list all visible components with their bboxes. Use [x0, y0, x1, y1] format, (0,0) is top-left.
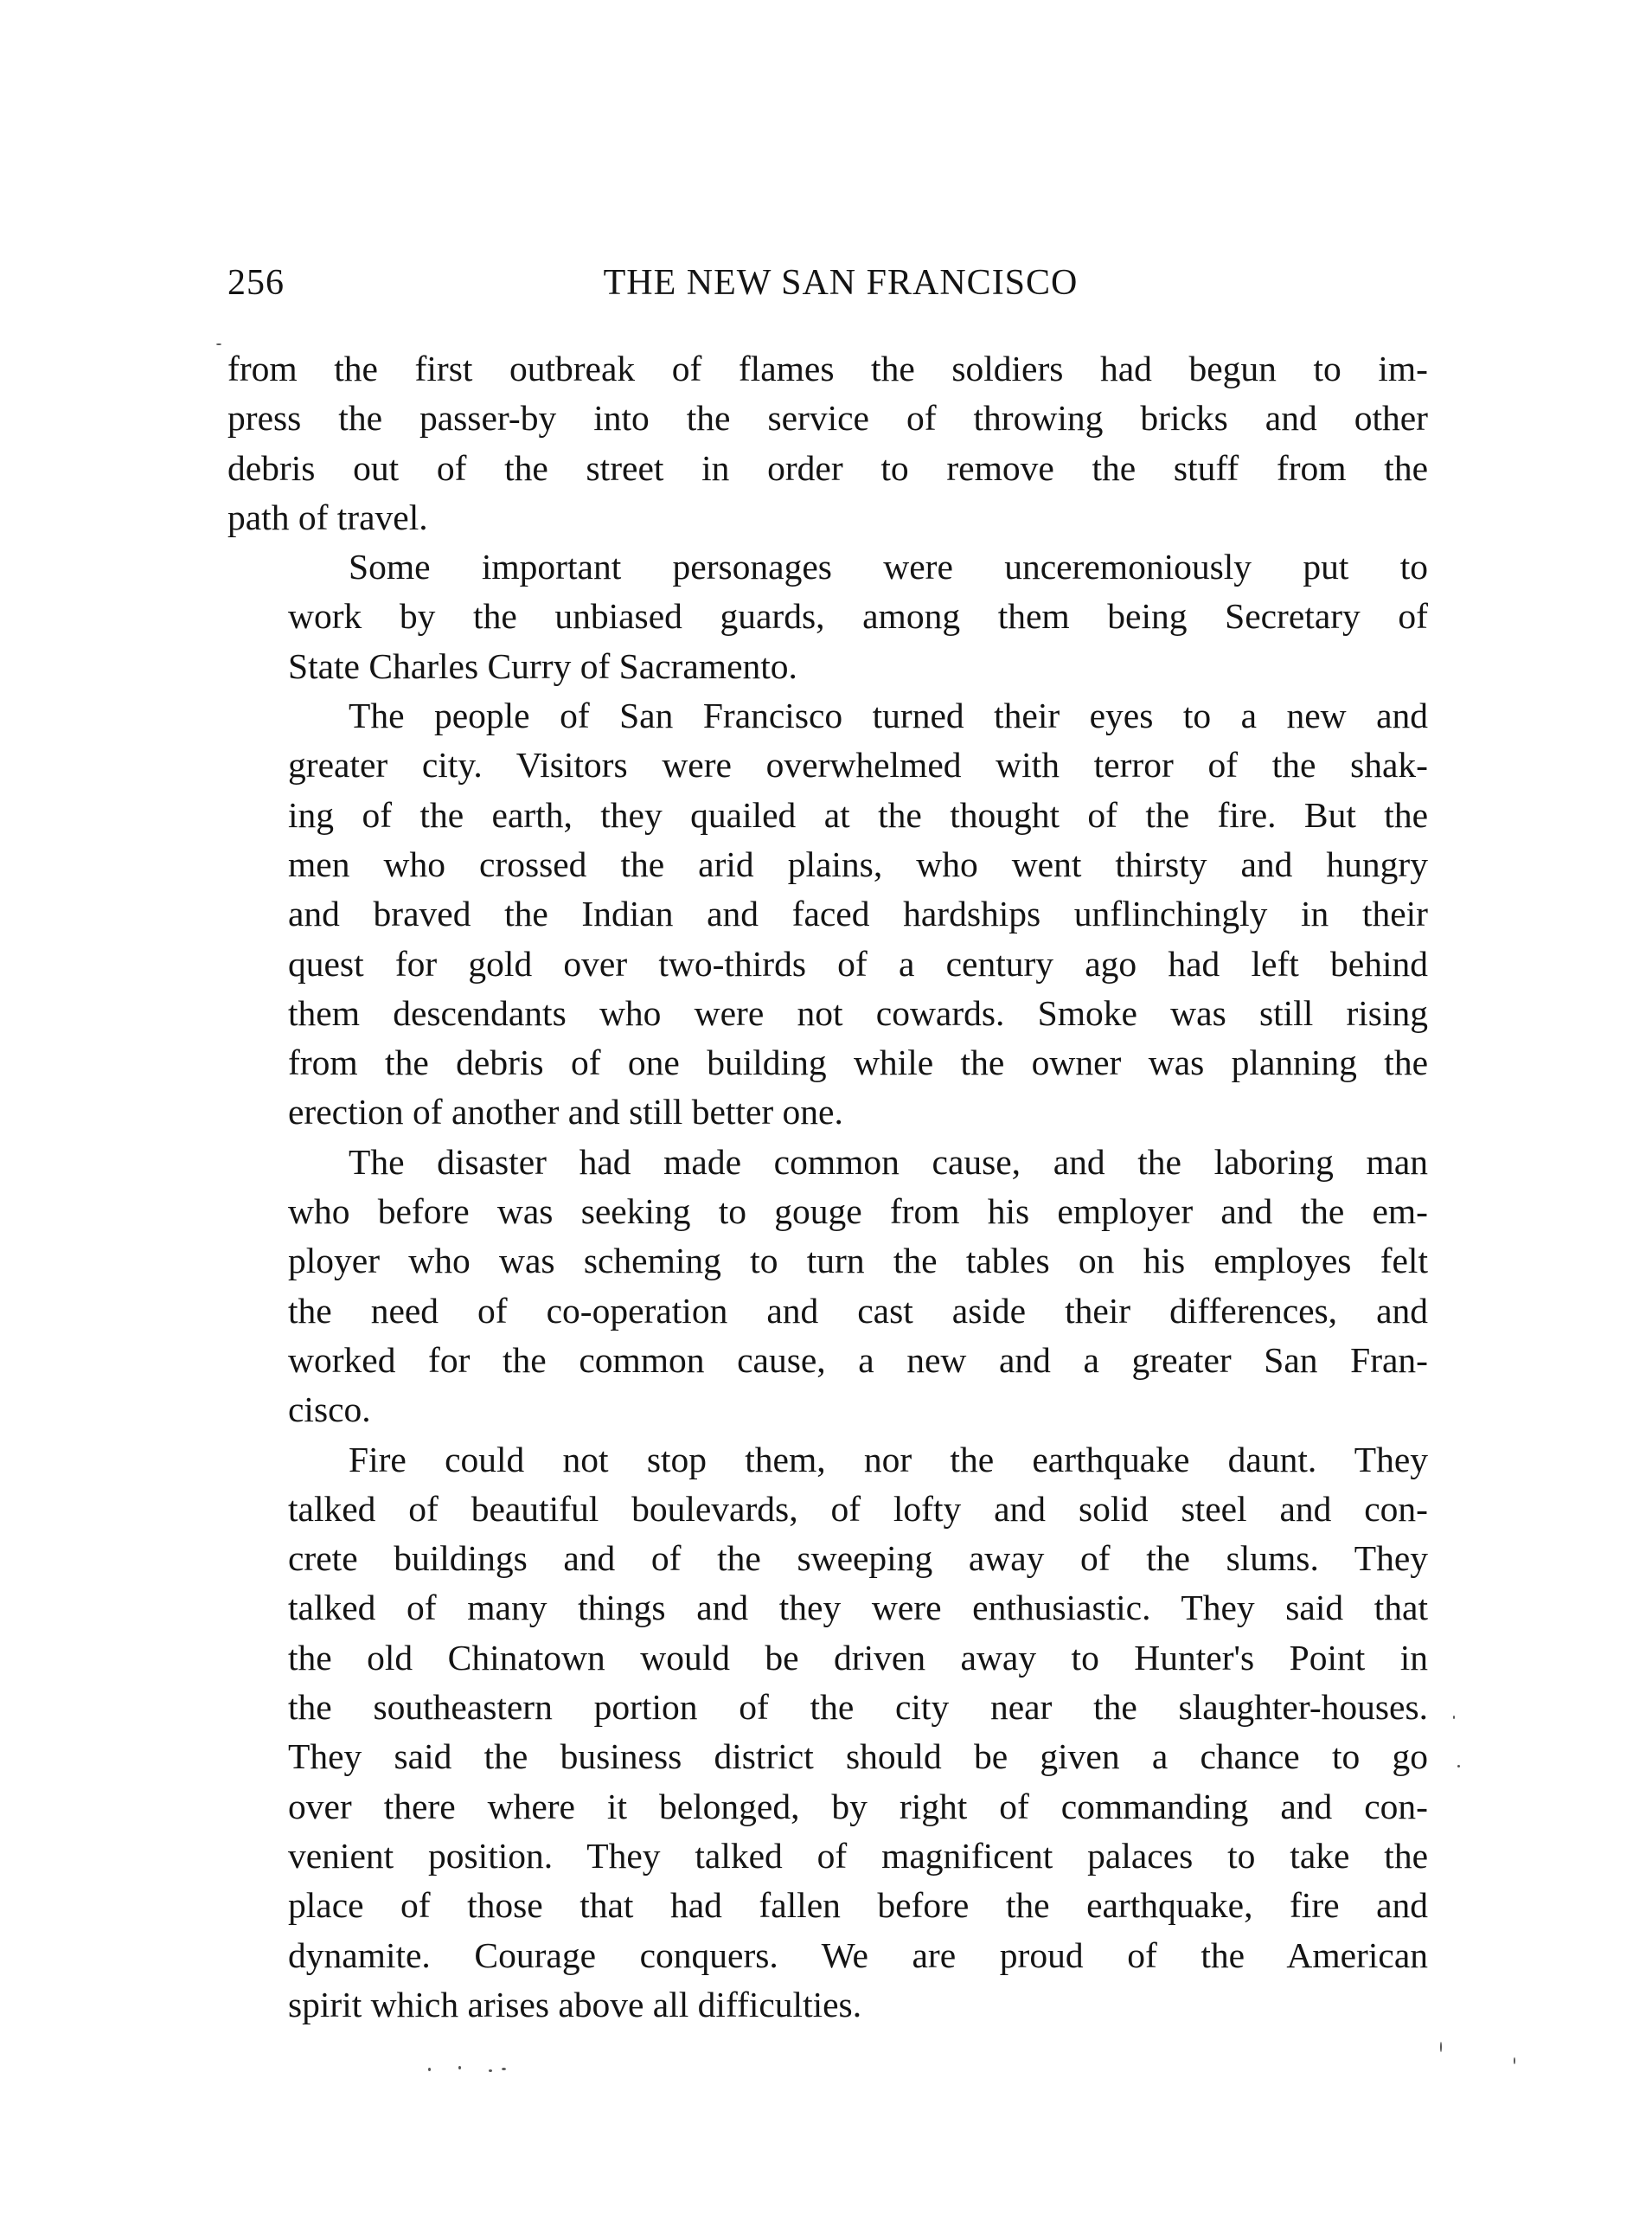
text-line: the old Chinatown would be driven away to Hunter's Point in — [288, 1637, 1428, 1678]
text-line: from the debris of one building while the owner was planning the — [288, 1043, 1428, 1083]
text-line: greater city. Visitors were overwhelmed with terror of the shak- — [288, 745, 1428, 786]
text-line: crete buildings and of the sweeping away of the slums. They — [288, 1538, 1428, 1579]
scan-speck — [1457, 1765, 1460, 1767]
text-line: over there where it belonged, by right of commanding and con- — [288, 1786, 1428, 1826]
text-line: venient position. They talked of magnificent palaces to take the — [288, 1835, 1428, 1876]
paragraph — [227, 344, 1428, 542]
running-title: THE NEW SAN FRANCISCO — [603, 263, 1079, 303]
text-line: They said the business district should be given a chance to go — [288, 1736, 1428, 1777]
text-line: path of travel. — [227, 497, 428, 537]
scan-speck — [502, 2068, 506, 2070]
scan-speck — [1514, 2057, 1515, 2064]
text-line: and braved the Indian and faced hardships unflinchingly in their — [288, 894, 1428, 934]
paragraph — [227, 691, 1428, 1138]
text-line: talked of many things and they were enthusiastic. They said that — [288, 1588, 1428, 1628]
text-line: men who crossed the arid plains, who went thirsty and hungry — [288, 844, 1428, 884]
text-line: who before was seeking to gouge from his employer and the em- — [288, 1191, 1428, 1232]
scan-speck — [216, 343, 221, 345]
page-number: 256 — [227, 263, 285, 303]
text-line: worked for the common cause, a new and a greater San Fran- — [288, 1339, 1428, 1380]
scan-speck — [458, 2066, 461, 2069]
text-line: place of those that had fallen before the earthquake, fire and — [288, 1885, 1428, 1926]
book-page — [227, 256, 1428, 2030]
text-line: The disaster had made common cause, and the laboring man — [349, 1141, 1428, 1182]
text-line: debris out of the street in order to remove the stuff from the — [227, 447, 1428, 488]
text-line: them descendants who were not cowards. Smoke was still rising — [288, 992, 1428, 1033]
text-line: spirit which arises above all difficulties. — [288, 1984, 862, 2024]
scan-speck — [428, 2068, 431, 2071]
text-line: The people of San Francisco turned their eyes to a new and — [349, 696, 1428, 736]
text-line: ployer who was scheming to turn the tables on his employes felt — [288, 1241, 1428, 1281]
text-line: Some important personages were unceremoniously put to — [349, 547, 1428, 587]
text-line: talked of beautiful boulevards, of lofty and solid steel and con- — [288, 1488, 1428, 1529]
paragraph — [227, 1435, 1428, 2030]
text-line: ing of the earth, they quailed at the thought of the fire. But the — [288, 794, 1428, 835]
body-text — [227, 344, 1428, 2030]
scan-speck — [1453, 1716, 1455, 1719]
text-line: State Charles Curry of Sacramento. — [288, 645, 797, 686]
running-head — [227, 256, 1428, 310]
scan-speck — [1440, 2042, 1442, 2052]
scan-speck — [489, 2069, 492, 2072]
text-line: work by the unbiased guards, among them being Secretary of — [288, 596, 1428, 637]
text-line: from the first outbreak of flames the soldiers had begun to im- — [227, 349, 1428, 388]
paragraph — [227, 1138, 1428, 1435]
text-line: the southeastern portion of the city near the slaughter-houses. — [288, 1687, 1428, 1728]
text-line: quest for gold over two-thirds of a century ago had left behind — [288, 943, 1428, 984]
text-line: press the passer-by into the service of throwing bricks and other — [227, 398, 1428, 439]
text-line: erection of another and still better one. — [288, 1092, 843, 1132]
paragraph — [227, 542, 1428, 691]
text-line: dynamite. Courage conquers. We are proud of the American — [288, 1934, 1428, 1975]
text-line: Fire could not stop them, nor the earthquake daunt. They — [349, 1439, 1428, 1479]
text-line: cisco. — [288, 1389, 371, 1430]
text-line: the need of co-operation and cast aside their differences, and — [288, 1290, 1428, 1331]
